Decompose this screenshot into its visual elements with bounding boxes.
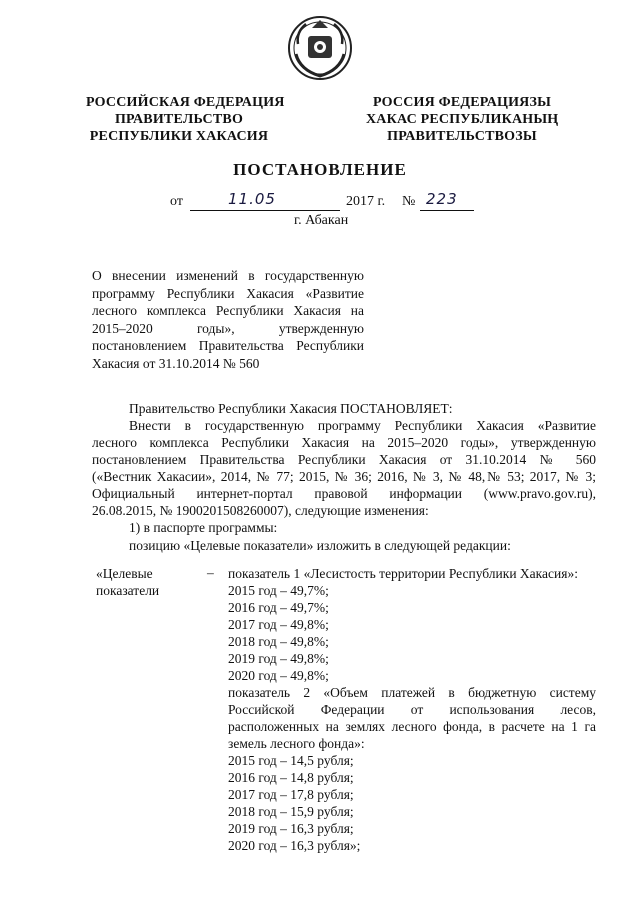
indicator-2-title-line: показатель 2 «Объем платежей в бюджетную систему: [228, 685, 596, 700]
left-label-line: «Целевые: [96, 566, 153, 581]
indicator-2-value: 2016 год – 14,8 рубля;: [228, 770, 354, 785]
indicator-2-value: 2015 год – 14,5 рубля;: [228, 753, 354, 768]
header-right: [366, 94, 558, 145]
header-left-line: ПРАВИТЕЛЬСТВО: [114, 112, 244, 127]
coat-of-arms-emblem: [286, 14, 354, 82]
indicator-2-value: 2017 год – 17,8 рубля;: [228, 787, 354, 802]
subject-line: 2015–2020 годы», утвержденную: [92, 320, 364, 336]
item-1: [92, 519, 596, 536]
position-text: позицию «Целевые показатели» изложить в следующей редакции:: [129, 538, 511, 553]
indicator-2-title-line: расположенных на землях лесного фонда, в расчете на 1 га: [228, 719, 596, 734]
year-label: 2017 г.: [346, 194, 386, 209]
main-paragraph: [92, 417, 596, 519]
position-instruction: [92, 537, 596, 554]
header-left-line: РЕСПУБЛИКИ ХАКАСИЯ: [89, 129, 269, 144]
table-dash: –: [207, 565, 214, 580]
indicator-2-value: 2019 год – 16,3 рубля;: [228, 821, 354, 836]
document-title: ПОСТАНОВЛЕНИЕ: [233, 160, 407, 179]
paragraph-line: Официальный интернет-портал правовой информации (www.pravo.gov.ru),: [92, 486, 596, 501]
subject-line: Хакасия от 31.10.2014 № 560: [92, 355, 260, 371]
paragraph-line: («Вестник Хакасии», 2014, № 77; 2015, № 36; 2016, № 3, № 48,№ 53; 2017, № 3;: [92, 469, 596, 484]
paragraph-line: постановлением Правительства Республики Хакасия от 31.10.2014 № 560: [92, 452, 596, 467]
indicator-1-value: 2015 год – 49,7%;: [228, 583, 329, 598]
indicator-1-title: показатель 1 «Лесистость территории Республики Хакасия»:: [228, 566, 578, 581]
from-label: от: [170, 194, 183, 209]
table-right-content: [228, 565, 596, 854]
paragraph-line: лесного комплекса Республики Хакасия на 2015–2020 годы», утвержденную: [92, 435, 596, 450]
indicator-1-value: 2016 год – 49,7%;: [228, 600, 329, 615]
number-label: №: [402, 194, 416, 209]
header-right-line: РОССИЯ ФЕДЕРАЦИЯЗЫ: [372, 95, 552, 110]
subject-line: программу Республики Хакасия «Развитие: [92, 285, 364, 301]
indicator-1-value: 2020 год – 49,8%;: [228, 668, 329, 683]
header-right-line: ХАКАС РЕСПУБЛИКАНЫҢ: [366, 112, 559, 127]
subject-block: [92, 267, 364, 372]
left-label-line: показатели: [96, 583, 160, 598]
indicator-1-value: 2019 год – 49,8%;: [228, 651, 329, 666]
indicator-1-value: 2017 год – 49,8%;: [228, 617, 329, 632]
date-handwritten: 11.05: [228, 190, 276, 208]
header-left-line: РОССИЙСКАЯ ФЕДЕРАЦИЯ: [86, 95, 285, 110]
header-right-line: ПРАВИТЕЛЬСТВОЗЫ: [387, 129, 537, 144]
table-left-label: [96, 565, 159, 599]
subject-line: О внесении изменений в государственную: [92, 268, 364, 283]
subject-line: лесного комплекса Республики Хакасия на: [92, 303, 364, 318]
city-label: г. Абакан: [294, 213, 349, 228]
preamble: [92, 400, 596, 417]
number-handwritten: 223: [426, 190, 458, 208]
indicator-2-title-line: земель лесного фонда»:: [228, 736, 365, 751]
paragraph-line: Внести в государственную программу Республики Хакасия «Развитие: [129, 418, 596, 433]
paragraph-line: 26.08.2015, № 1900201508260007), следующие изменения:: [92, 503, 429, 518]
header-left: [86, 94, 285, 145]
indicator-2-title: [228, 684, 596, 752]
preamble-text: Правительство Республики Хакасия ПОСТАНОВЛЯЕТ:: [129, 401, 453, 416]
indicator-1-value: 2018 год – 49,8%;: [228, 634, 329, 649]
indicator-2-title-line: Российской Федерации от использования лесов,: [228, 702, 596, 717]
indicator-2-value: 2018 год – 15,9 рубля;: [228, 804, 354, 819]
indicator-2-value: 2020 год – 16,3 рубля»;: [228, 838, 361, 853]
item-1-text: 1) в паспорте программы:: [129, 520, 278, 535]
subject-line: постановлением Правительства Республики: [92, 338, 364, 353]
